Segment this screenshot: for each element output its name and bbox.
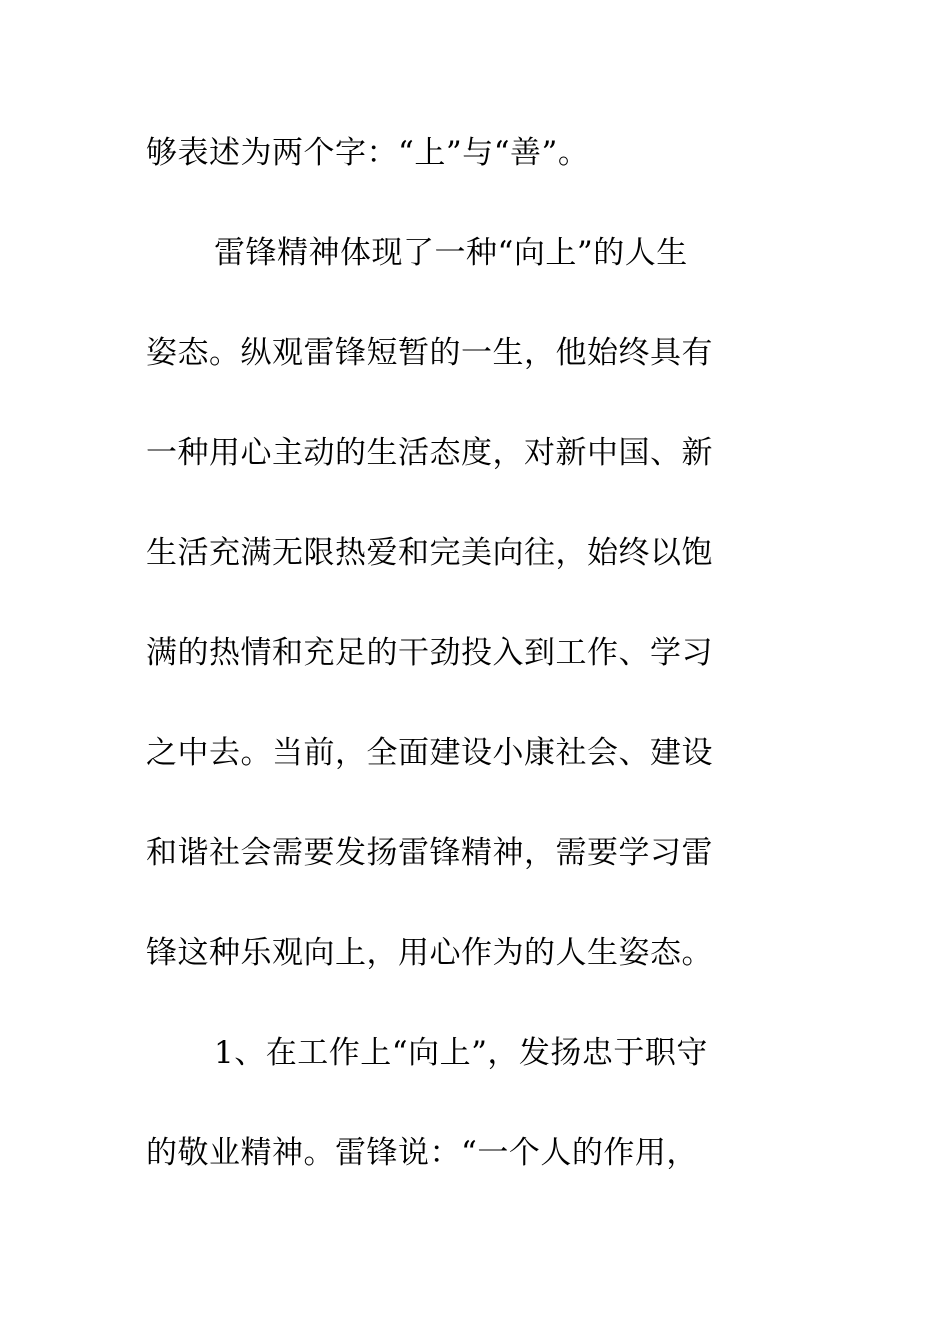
paragraph-start-line: 雷锋精神体现了一种“向上”的人生 [214,235,688,271]
text-line-7: 之中去。当前，全面建设小康社会、建设 [146,735,713,771]
text-line-3: 姿态。纵观雷锋短暂的一生，他始终具有 [146,335,713,371]
text-line-9: 锋这种乐观向上，用心作为的人生姿态。 [146,935,713,971]
text-line-5: 生活充满无限热爱和完美向往，始终以饱 [146,535,713,571]
text-line-11: 的敬业精神。雷锋说：“一个人的作用， [146,1135,698,1171]
text-line-1: 够表述为两个字：“上”与“善”。 [146,135,590,171]
text-line-6: 满的热情和充足的干劲投入到工作、学习 [146,635,713,671]
text-line-4: 一种用心主动的生活态度，对新中国、新 [146,435,713,471]
text-line-8: 和谐社会需要发扬雷锋精神，需要学习雷 [146,835,713,871]
numbered-item-line: 1、在工作上“向上”，发扬忠于职守 [214,1035,708,1071]
